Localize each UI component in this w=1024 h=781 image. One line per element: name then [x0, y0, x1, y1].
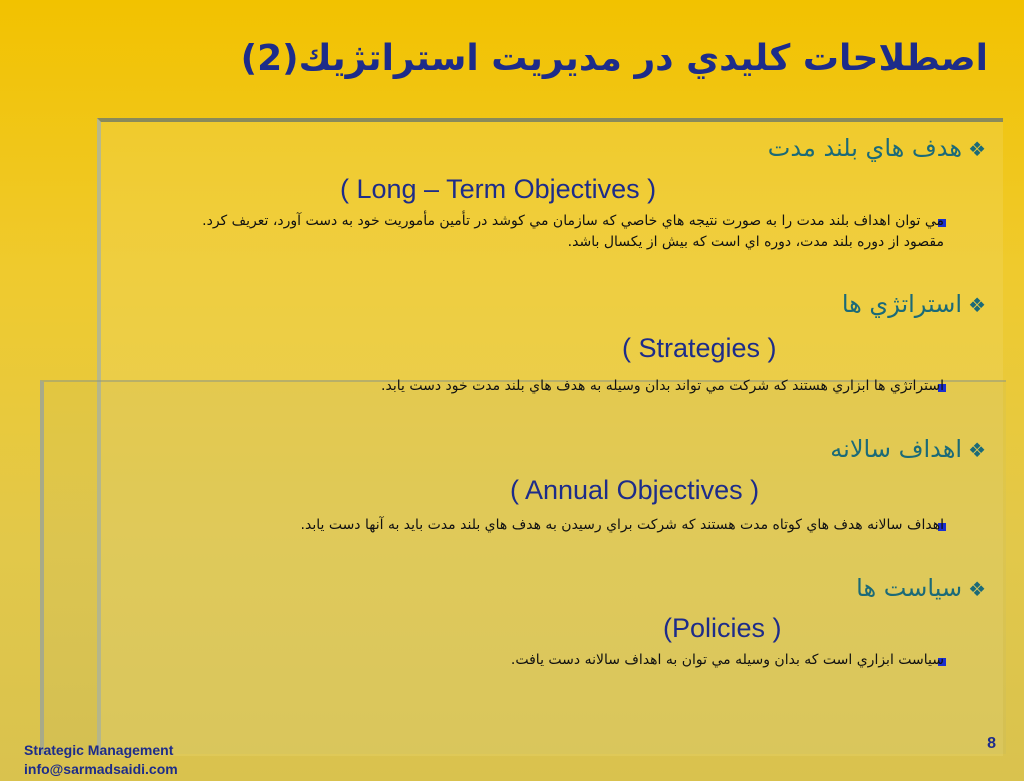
slide-title: اصطلاحات كليدي در مديريت استراتژيك(2) — [240, 38, 988, 79]
four-diamond-icon: ❖ — [968, 438, 986, 462]
bullet-text-policies: سياست ابزاري است كه بدان وسيله مي توان به اهداف سالانه دست يافت. — [510, 652, 944, 668]
bullet-line: مي توان اهداف بلند مدت را به صورت نتيجه هاي خاصي كه سازمان مي كوشد در تأمين مأموريت خود به دست آورد، تعريف كرد. — [202, 213, 944, 229]
footer — [24, 741, 178, 779]
four-diamond-icon: ❖ — [968, 137, 986, 161]
page-number: 8 — [987, 735, 996, 752]
section-heading-annual — [830, 435, 986, 463]
english-label-policies: (Policies ) — [663, 613, 782, 643]
four-diamond-icon: ❖ — [968, 293, 986, 317]
bullet-text-long-term — [64, 211, 944, 253]
four-diamond-icon: ❖ — [968, 577, 986, 601]
footer-course: Strategic Management — [24, 742, 174, 758]
bullet-line: مقصود از دوره بلند مدت، دوره اي است كه بيش از يكسال باشد. — [567, 234, 944, 250]
footer-email: info@sarmadsaidi.com — [24, 761, 178, 777]
english-label-annual: ( Annual Objectives ) — [510, 475, 760, 505]
section-heading-text: اهداف سالانه — [830, 435, 963, 463]
english-label-strategies: ( Strategies ) — [622, 333, 777, 363]
section-heading-text: سياست ها — [856, 574, 963, 602]
section-heading-policies — [856, 574, 986, 602]
section-heading-long-term — [768, 134, 986, 162]
section-heading-text: استراتژي ها — [841, 290, 963, 318]
section-heading-strategies — [842, 290, 986, 318]
bullet-text-annual: اهداف سالانه هدف هاي كوتاه مدت هستند كه شركت براي رسيدن به هدف هاي بلند مدت بايد به آنها دست يابد. — [300, 517, 944, 533]
bullet-text-strategies: استراتژي ها ابزاري هستند كه شركت مي تواند بدان وسيله به هدف هاي بلند مدت خود دست يابد. — [381, 378, 944, 394]
english-label-long-term: ( Long – Term Objectives ) — [340, 174, 657, 204]
section-heading-text: هدف هاي بلند مدت — [767, 134, 963, 162]
